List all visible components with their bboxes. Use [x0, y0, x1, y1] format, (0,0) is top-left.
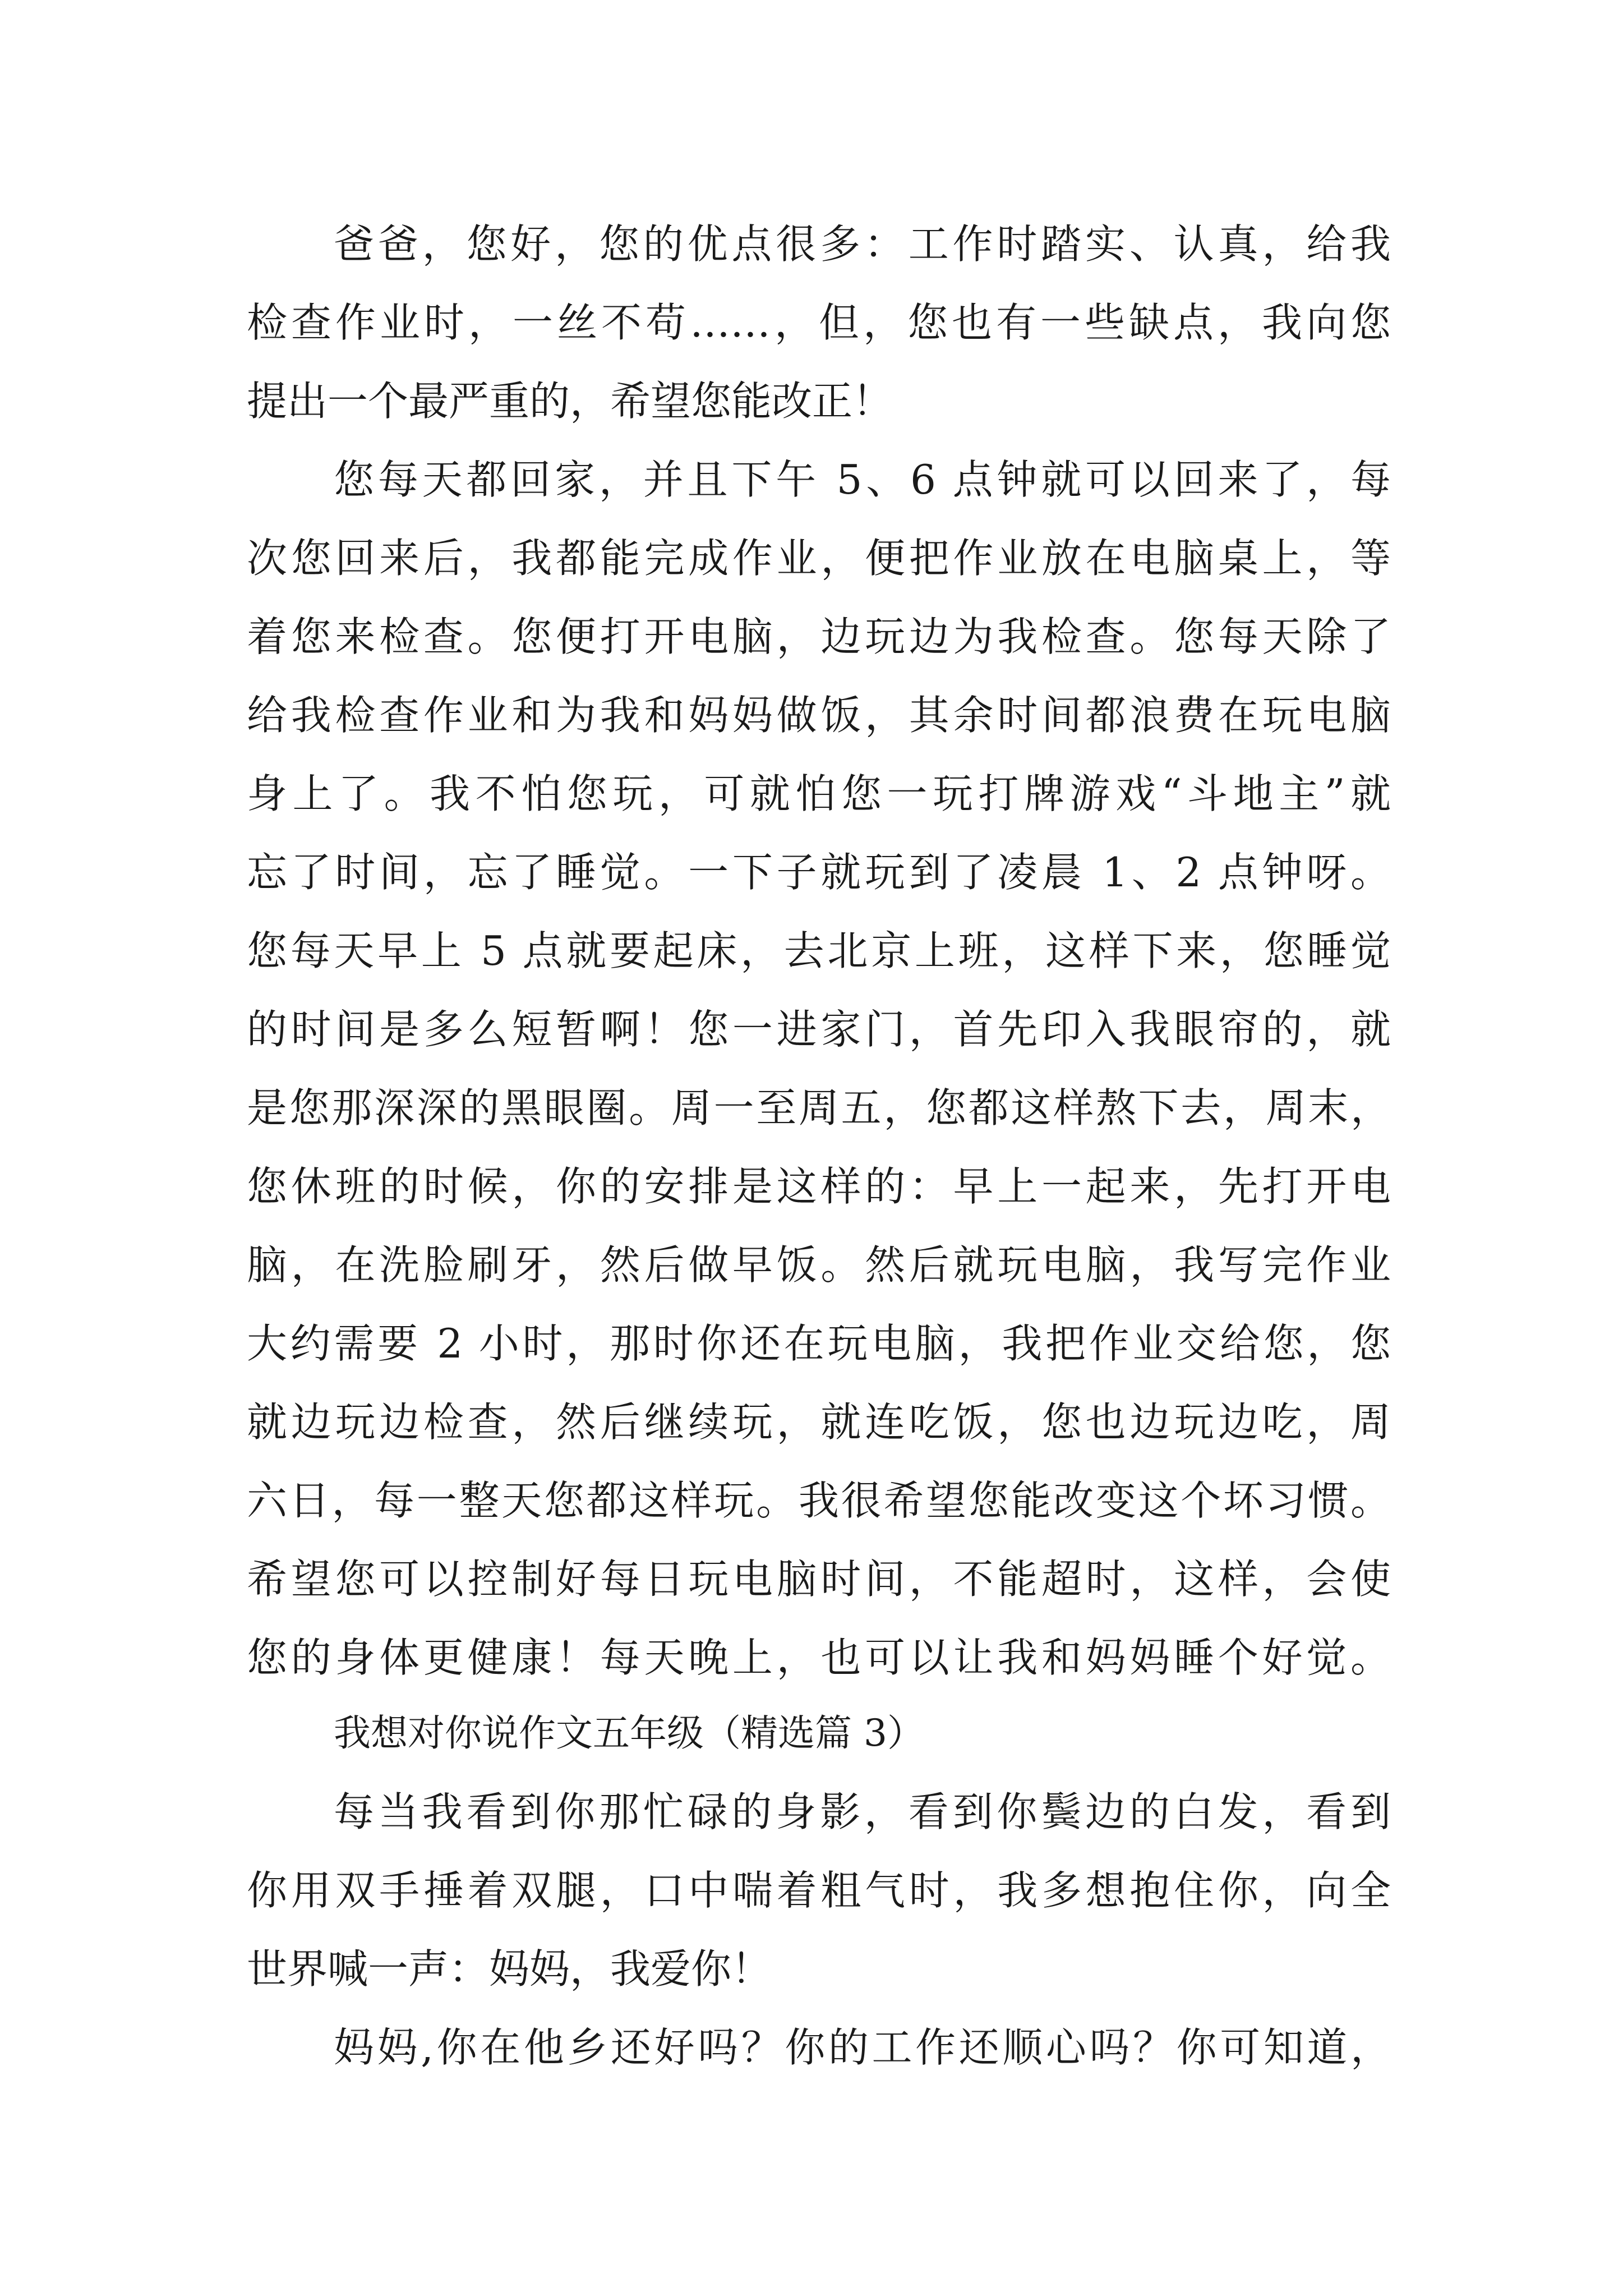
section-heading: 我想对你说作文五年级（精选篇 3）: [334, 1711, 924, 1755]
text-line: 六日，每一整天您都这样玩。我很希望您能改变这个坏习惯。: [247, 1477, 1391, 1524]
text-line: 的时间是多么短暂啊！您一进家门，首先印入我眼帘的，就: [247, 1006, 1391, 1053]
text-line: 大约需要 2 小时，那时你还在玩电脑，我把作业交给您，您: [247, 1320, 1391, 1367]
text-line: 您每天都回家，并且下午 5、6 点钟就可以回来了，每: [334, 456, 1391, 503]
text-line: 提出一个最严重的，希望您能改正！: [247, 378, 893, 425]
text-line: 脑，在洗脸刷牙，然后做早饭。然后就玩电脑，我写完作业: [247, 1241, 1391, 1289]
text-line: 忘了时间，忘了睡觉。一下子就玩到了凌晨 1、2 点钟呀。: [247, 849, 1391, 896]
text-line: 身上了。我不怕您玩，可就怕您一玩打牌游戏“斗地主”就: [247, 770, 1391, 817]
text-line: 爸爸，您好，您的优点很多：工作时踏实、认真，给我: [334, 220, 1391, 268]
text-line: 是您那深深的黑眼圈。周一至周五，您都这样熬下去，周末，: [247, 1084, 1391, 1131]
text-line: 您每天早上 5 点就要起床，去北京上班，这样下来，您睡觉: [247, 927, 1391, 974]
text-line: 您的身体更健康！每天晚上，也可以让我和妈妈睡个好觉。: [247, 1634, 1391, 1681]
text-line: 妈妈,你在他乡还好吗？你的工作还顺心吗？你可知道，: [334, 2024, 1391, 2071]
text-line: 给我检查作业和为我和妈妈做饭，其余时间都浪费在玩电脑: [247, 692, 1391, 739]
text-line: 世界喊一声：妈妈，我爱你！: [247, 1945, 772, 1993]
text-line: 你用双手捶着双腿，口中喘着粗气时，我多想抱住你，向全: [247, 1867, 1391, 1914]
text-line: 次您回来后，我都能完成作业，便把作业放在电脑桌上，等: [247, 535, 1391, 582]
text-line: 每当我看到你那忙碌的身影，看到你鬓边的白发，看到: [334, 1788, 1391, 1835]
text-line: 希望您可以控制好每日玩电脑时间，不能超时，这样，会使: [247, 1556, 1391, 1603]
text-line: 检查作业时，一丝不苟……，但，您也有一些缺点，我向您: [247, 299, 1391, 346]
text-line: 着您来检查。您便打开电脑，边玩边为我检查。您每天除了: [247, 613, 1391, 660]
text-line: 就边玩边检查，然后继续玩，就连吃饭，您也边玩边吃，周: [247, 1398, 1391, 1446]
text-line: 您休班的时候，你的安排是这样的：早上一起来，先打开电: [247, 1163, 1391, 1210]
